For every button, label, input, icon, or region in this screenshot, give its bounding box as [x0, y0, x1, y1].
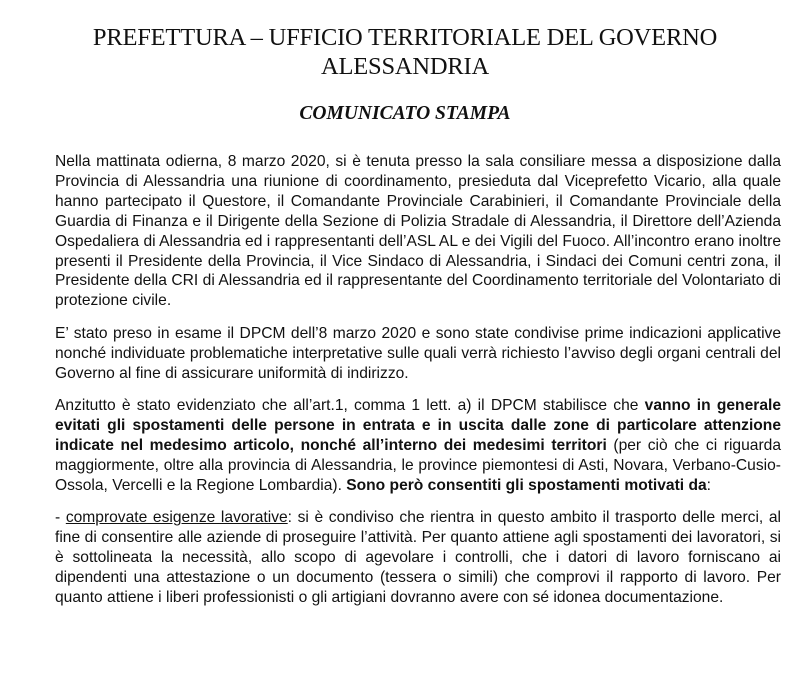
- document-subtitle: COMUNICATO STAMPA: [299, 103, 511, 124]
- paragraph-dpcm-review: E’ stato preso in esame il DPCM dell’8 marzo 2020 e sono state condivise prime indicazioni applicative nonché individuate problematiche interpretative sulle quali verrà richiesto l’avviso degli organi centrali del Governo al fine di assicurare uniformità di indirizzo.: [55, 324, 781, 382]
- movement-rules-provinces: (per ciò che ci riguarda maggiormente, oltre alla provincia di Alessandria, le province piemontesi di Asti, Novara, Verbano-Cusio-Ossola, Vercelli e la Regione Lombardia).: [55, 436, 781, 494]
- movement-rules-bold-exceptions: Sono però consentiti gli spostamenti motivati da: [346, 476, 707, 494]
- paragraph-meeting: Nella mattinata odierna, 8 marzo 2020, si è tenuta presso la sala consiliare messa a disposizione dalla Provincia di Alessandria una riunione di coordinamento, presieduta dal Viceprefetto Vicario, alla quale hanno partecipato il Questore, il Comandante Provinciale Carabinieri, il Comandante Provinciale della Guardia di Finanza e il Dirigente della Sezione di Polizia Stradale di Alessandria, il Direttore dell’Azienda Ospedaliera di Alessandria ed i rappresentanti dell’ASL AL e dei Vigili del Fuoco. All’incontro erano inoltre presenti il Presidente della Provincia, il Vice Sindaco di Alessandria, i Sindaci dei Comuni centri zona, il Presidente della CRI di Alessandria ed il rappresentante del Coordinamento territoriale del Volontariato di protezione civile.: [55, 153, 781, 310]
- movement-rules-end: :: [706, 476, 712, 494]
- paragraph-work-needs: [55, 508, 781, 608]
- header-prefecture-line: PREFETTURA – UFFICIO TERRITORIALE DEL GOVERNO: [92, 24, 718, 51]
- movement-rules-bold-restriction: vanno in generale evitati gli spostamenti delle persone in entrata e in uscita dalle zone di particolare attenzione indicate nel medesimo articolo, nonché all’interno dei medesimi territori: [55, 396, 781, 454]
- work-needs-heading: comprovate esigenze lavorative: [65, 509, 288, 526]
- movement-rules-intro: Anzitutto è stato evidenziato che all’art.1, comma 1 lett. a) il DPCM stabilisce che: [55, 396, 645, 414]
- work-needs-text: : si è condiviso che rientra in questo ambito il trasporto delle merci, al fine di consentire alle aziende di proseguire l’attività. Per quanto attiene agli spostamenti dei lavoratori, si è sottolineata la necessità, allo scopo di agevolare i controlli, che i datori di lavoro forniscano ai dipendenti una attestazione o un documento (tessera o simili) che comprovi il rapporto di lavoro. Per quanto attiene i liberi professionisti o gli artigiani dovranno avere con sé idonea documentazione.: [55, 509, 782, 606]
- work-needs-dash: -: [55, 509, 66, 526]
- header-city-line: ALESSANDRIA: [321, 53, 489, 80]
- paragraph-movement-rules: [55, 396, 781, 496]
- document-body: [55, 152, 781, 608]
